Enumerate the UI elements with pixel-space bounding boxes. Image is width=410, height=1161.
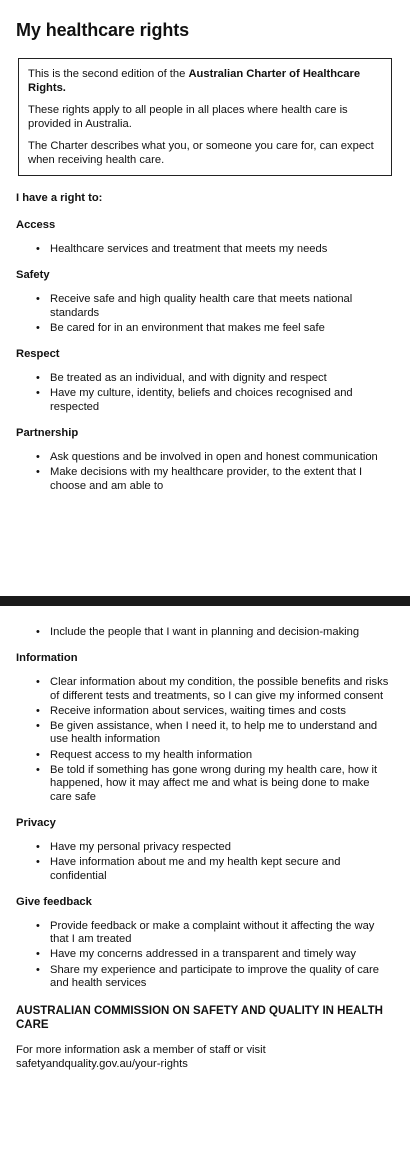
footer-website: safetyandquality.gov.au/your-rights [16,1057,188,1070]
list-item: • Be told if something has gone wrong during my health care, how it happened, how it may affect me and what is being done to make care safe [40,764,394,804]
list-item: • Receive information about services, waiting times and costs [40,705,394,718]
list-item: • Be cared for in an environment that makes me feel safe [40,322,394,335]
list-feedback [16,920,394,990]
intro-paragraph-edition [28,68,382,95]
list-partnership-continued [16,626,394,639]
right-to-heading: I have a right to: [16,192,103,204]
list-item: • Have my personal privacy respected [40,841,394,854]
document-page-2 [0,606,410,1161]
list-item: • Have my concerns addressed in a transparent and timely way [40,948,394,961]
list-privacy [16,841,394,883]
page-separator [0,596,410,606]
intro-box [18,58,392,176]
section-heading-respect: Respect [16,348,60,361]
list-item: • Receive safe and high quality health care that meets national standards [40,293,394,320]
list-item: • Provide feedback or make a complaint without it affecting the way that I am treated [40,920,394,947]
section-heading-information: Information [16,652,78,665]
footer-contact-text: For more information ask a member of staff or visit [16,1044,266,1057]
list-item: • Make decisions with my healthcare provider, to the extent that I choose and am able to [40,466,394,493]
list-item: • Healthcare services and treatment that meets my needs [40,243,394,256]
intro-edition-text: This is the second edition of the [28,68,189,80]
list-partnership [16,451,394,493]
section-heading-access: Access [16,219,56,231]
list-item: • Request access to my health information [40,749,394,762]
list-respect [16,372,394,414]
list-item: • Be treated as an individual, and with dignity and respect [40,372,394,385]
intro-paragraph-description: The Charter describes what you, or someone you care for, can expect when receiving health care. [28,140,374,166]
list-item: • Be given assistance, when I need it, to help me to understand and use health information [40,720,394,747]
list-item: • Have my culture, identity, beliefs and choices recognised and respected [40,387,394,414]
footer-contact [16,1044,394,1071]
list-safety [16,293,394,335]
list-item: • Have information about me and my health kept secure and confidential [40,856,394,883]
intro-paragraph-scope: These rights apply to all people in all places where health care is provided in Australia. [28,104,348,130]
page-title: My healthcare rights [16,20,190,40]
section-heading-safety: Safety [16,269,50,282]
list-item: • Include the people that I want in planning and decision-making [40,626,394,639]
organisation-name: AUSTRALIAN COMMISSION ON SAFETY AND QUALITY IN HEALTH CARE [16,1005,383,1032]
section-heading-partnership: Partnership [16,427,79,440]
charter-name: Australian Charter of Healthcare Rights. [28,68,361,94]
list-item: • Share my experience and participate to improve the quality of care and health services [40,964,394,991]
list-information [16,676,394,804]
list-item: • Ask questions and be involved in open and honest communication [40,451,394,464]
section-heading-feedback: Give feedback [16,895,92,908]
section-heading-privacy: Privacy [16,816,56,829]
list-item: • Clear information about my condition, the possible benefits and risks of different tests and treatments, so I can give my informed consent [40,676,394,703]
list-access [16,243,394,256]
